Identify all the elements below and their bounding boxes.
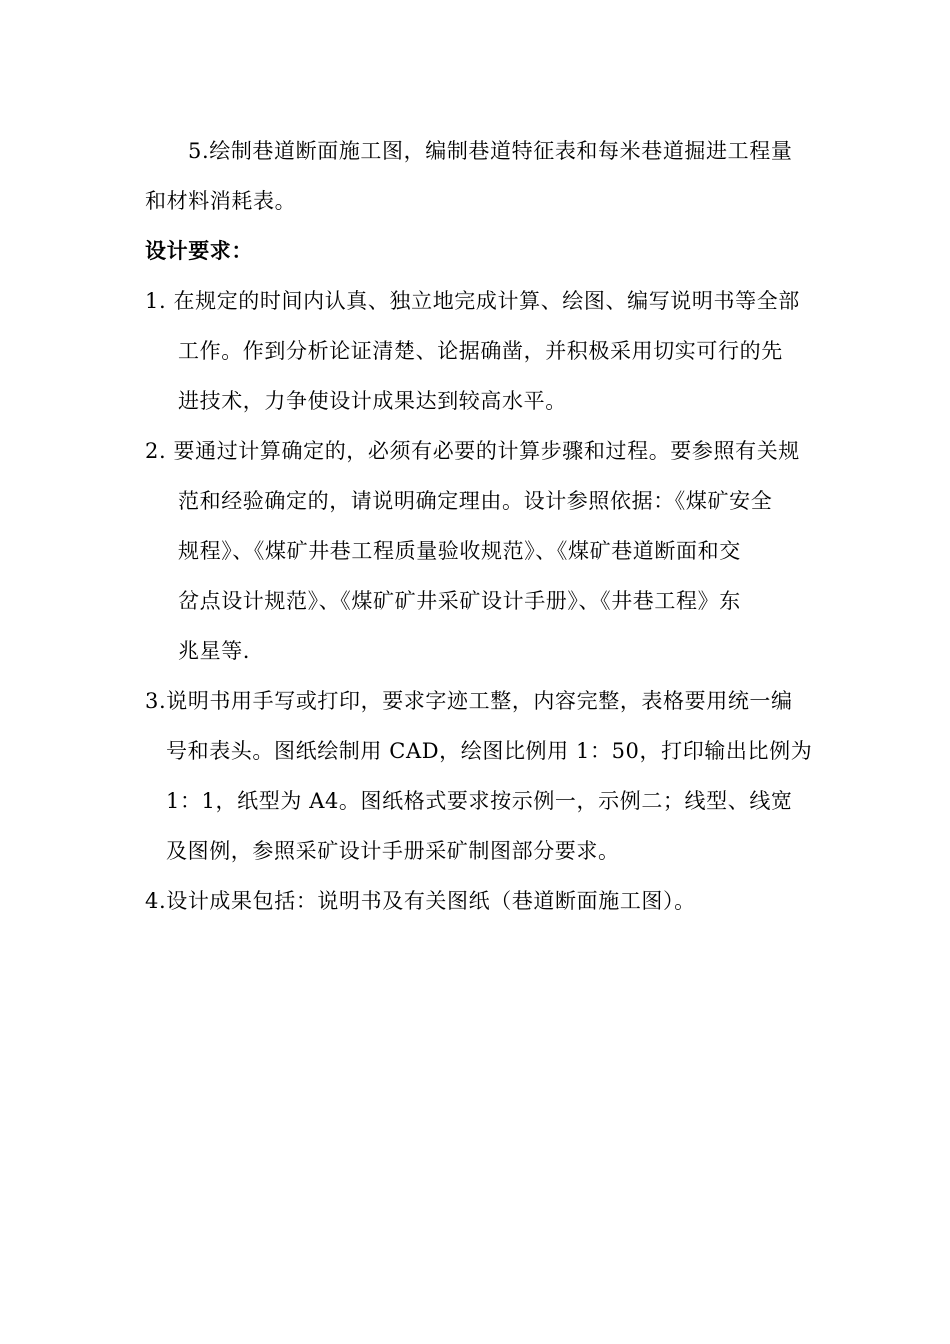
- item-2-line-2: 范和经验确定的，请说明确定理由。设计参照依据：《煤矿安全: [178, 489, 773, 513]
- item-2-line-4: 岔点设计规范》、《煤矿矿井采矿设计手册》、《井巷工程》东: [178, 589, 741, 613]
- item-3-line-1: 3.说明书用手写或打印，要求字迹工整，内容完整，表格要用统一编: [145, 689, 793, 713]
- item-4-line-1: 4.设计成果包括：说明书及有关图纸（巷道断面施工图）。: [145, 889, 696, 913]
- item-2-line-1: 2. 要通过计算确定的，必须有必要的计算步骤和过程。要参照有关规: [145, 439, 800, 463]
- item-2-line-3: 规程》、《煤矿井巷工程质量验收规范》、《煤矿巷道断面和交: [178, 539, 741, 563]
- intro-line-1: 5.绘制巷道断面施工图，编制巷道特征表和每米巷道掘进工程量: [188, 139, 793, 163]
- item-2-line-5: 兆星等.: [178, 639, 251, 663]
- item-3-line-4: 及图例，参照采矿设计手册采矿制图部分要求。: [166, 839, 620, 863]
- intro-line-2: 和材料消耗表。: [145, 189, 297, 213]
- item-1-line-1: 1. 在规定的时间内认真、独立地完成计算、绘图、编写说明书等全部: [145, 289, 800, 313]
- item-1-line-2: 工作。作到分析论证清楚、论据确凿，并积极采用切实可行的先: [178, 339, 783, 363]
- item-3-line-3: 1：1，纸型为 A4。图纸格式要求按示例一，示例二；线型、线宽: [166, 789, 793, 813]
- section-heading: 设计要求：: [145, 238, 253, 263]
- item-3-line-2: 号和表头。图纸绘制用 CAD，绘图比例用 1：50，打印输出比例为: [166, 739, 813, 763]
- item-1-line-3: 进技术，力争使设计成果达到较高水平。: [178, 389, 567, 413]
